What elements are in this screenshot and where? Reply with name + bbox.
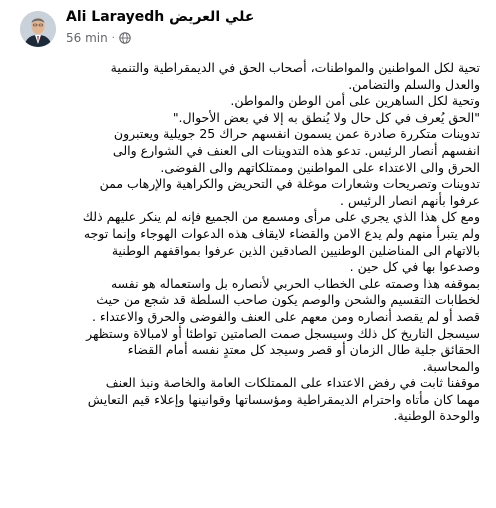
post-text-line: عرفوا بأنهم انصار الرئيس . [340,192,480,208]
post-text-line: الحرق والى الاعتداء على المواطنين وممتلكاتهم والى الفوضى. [160,159,480,175]
post-header [0,0,496,56]
author-name[interactable]: Ali Larayedh علي العريض [66,9,255,25]
separator-dot: · [111,32,115,44]
post-text-line: وصدعوا بها في كل حين . [349,259,480,275]
post-text-line: الحقائق جلية طال الزمان أو قصر وسيجد كل معتدٍ نفسه أمام القضاء [127,342,480,358]
post-text-line: والوحدة الوطنية. [393,408,480,424]
post-body [12,60,480,425]
post-meta [66,31,131,45]
post-text-line: والعدل والسلم والتضامن. [348,76,480,92]
post-text-line: وتحية لكل الساهرين على أمن الوطن والمواطن. [230,93,480,109]
post-text-line: ومع كل هذا الذي يجري على مرأى ومسمع من الجميع فإنه لم ينكر عليهم ذلك [82,209,480,225]
post-text-line: مهما كان مأتاه واحترام الديمقراطية ومؤسساتها وقوانينها وإعلاء قيم التعايش [87,391,480,407]
avatar-photo [20,11,56,47]
post-text-line: "الحق يُعرف في كل حال ولا يُنطق به إلا في بعض الأحوال." [172,109,480,125]
post-text-line: والمحاسبة. [422,358,480,374]
post-text-line: تدوينات متكررة صادرة عمن يسمون انفسهم حراك 25 جويلية ويعتبرون [113,126,480,142]
post-text-line: قصد أو لم يقصد أنصاره ومن معهم على العنف والفوضى والحرق والاعتداء . [91,308,480,324]
post-text-line: انفسهم أنصار الرئيس. تدعو هذه التدوينات الى العنف في الشوارع والى [112,142,480,158]
author-avatar[interactable] [20,11,56,47]
post-text-line: بالاتهام الى المناضلين الوطنيين الصادقين الذين عرفوا بمواقفهم الوطنية [111,242,480,258]
post-text-line: تدوينات وتصريحات وشعارات موغلة في التحريض والكراهية والإرهاب ممن [99,176,480,192]
post-text-line: بموقفه هذا وصمته على الخطاب الحربي لأنصاره بل واستعماله هو نفسه [110,275,480,291]
post-text-line: موقفنا ثابت في رفض الاعتداء على الممتلكات العامة والخاصة ونبذ العنف [105,375,480,391]
post-text-line: ولم يتبرأ منهم ولم يدع الامن والقضاء لايقاف هذه الدعوات الهوجاء وإنما توجه [83,225,480,241]
post-timestamp[interactable]: 56 min [66,31,108,45]
post-text-line: سيسجل التاريخ كل ذلك وسيسجل صمت الصامتين تواطئا أو لامبالاة وستظهر [86,325,480,341]
post-text-line: تحية لكل المواطنين والمواطنات، أصحاب الحق في الديمقراطية والتنمية [110,60,480,75]
globe-icon[interactable] [119,32,131,44]
post-text-line: لخطابات التقسيم والشحن والوصم يكون صاحب السلطة قد شجع من حيث [96,292,480,308]
